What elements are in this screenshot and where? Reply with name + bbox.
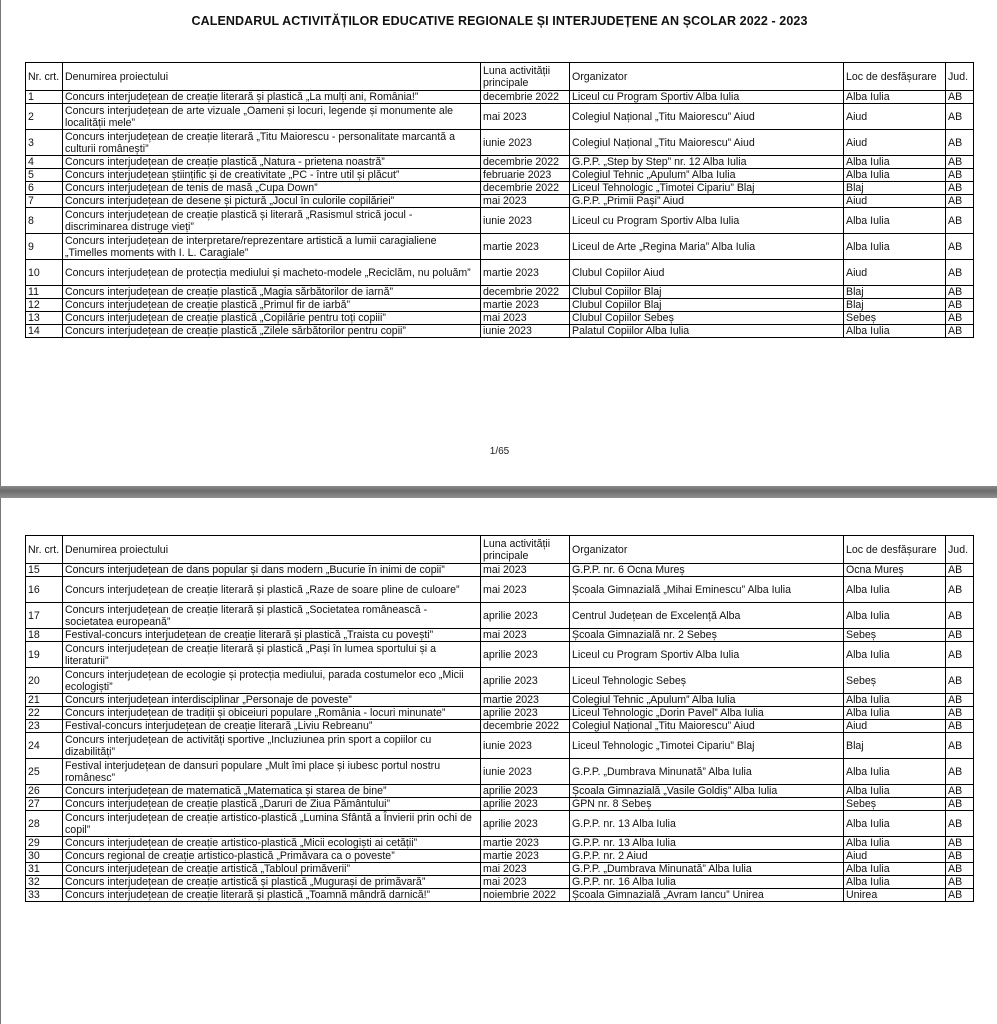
- cell-organizer: Școala Gimnazială „Avram Iancu” Unirea: [570, 889, 844, 902]
- cell-organizer: Clubul Copiilor Blaj: [570, 299, 844, 312]
- cell-place: Alba Iulia: [844, 325, 946, 338]
- cell-month: aprilie 2023: [481, 707, 570, 720]
- cell-project-name: Concurs interjudețean de creație plastică „Zilele sărbătorilor pentru copii”: [63, 325, 481, 338]
- cell-project-name: Concurs interjudețean de interpretare/reprezentare artistică a lumii caragialiene „Timelles moments with I. L. Caragiale”: [63, 234, 481, 260]
- cell-organizer: Școala Gimnazială „Mihai Eminescu” Alba Iulia: [570, 577, 844, 603]
- cell-place: Blaj: [844, 733, 946, 759]
- cell-county: AB: [946, 169, 974, 182]
- cell-month: iunie 2023: [481, 208, 570, 234]
- cell-project-name: Concurs interjudețean de creație artistico-plastică „Lumina Sfântă a Învierii prin ochi de copil”: [63, 811, 481, 837]
- table-row: [26, 876, 974, 889]
- table-row: [26, 208, 974, 234]
- cell-county: AB: [946, 811, 974, 837]
- cell-month: aprilie 2023: [481, 603, 570, 629]
- cell-project-name: Concurs interjudețean de creație plastică „Copilărie pentru toți copiii”: [63, 312, 481, 325]
- cell-county: AB: [946, 694, 974, 707]
- table-row: [26, 889, 974, 902]
- cell-nr: 20: [26, 668, 63, 694]
- cell-county: AB: [946, 234, 974, 260]
- table-row: [26, 299, 974, 312]
- cell-nr: 17: [26, 603, 63, 629]
- cell-nr: 14: [26, 325, 63, 338]
- document-title: CALENDARUL ACTIVITĂȚILOR EDUCATIVE REGIONALE ȘI INTERJUDEȚENE AN ȘCOLAR 2022 - 2023: [191, 14, 808, 28]
- cell-county: AB: [946, 863, 974, 876]
- document-page-2: [0, 498, 997, 1024]
- cell-project-name: Concurs interjudețean de creație plastică și literară „Rasismul strică jocul - discriminarea distruge vieți”: [63, 208, 481, 234]
- header-place: Loc de desfășurare: [844, 536, 946, 564]
- table-row: [26, 603, 974, 629]
- cell-month: mai 2023: [481, 577, 570, 603]
- cell-place: Alba Iulia: [844, 863, 946, 876]
- cell-month: iunie 2023: [481, 733, 570, 759]
- cell-nr: 21: [26, 694, 63, 707]
- cell-month: aprilie 2023: [481, 642, 570, 668]
- cell-place: Alba Iulia: [844, 876, 946, 889]
- cell-place: Aiud: [844, 130, 946, 156]
- cell-county: AB: [946, 195, 974, 208]
- cell-nr: 10: [26, 260, 63, 286]
- cell-month: martie 2023: [481, 694, 570, 707]
- cell-county: AB: [946, 325, 974, 338]
- cell-county: AB: [946, 876, 974, 889]
- table-row: [26, 694, 974, 707]
- cell-nr: 5: [26, 169, 63, 182]
- cell-nr: 28: [26, 811, 63, 837]
- cell-place: Aiud: [844, 850, 946, 863]
- cell-county: AB: [946, 642, 974, 668]
- cell-project-name: Concurs regional de creație artistico-plastică „Primăvara ca o poveste”: [63, 850, 481, 863]
- header-organizer: Organizator: [570, 536, 844, 564]
- table-header-row: [26, 536, 974, 564]
- cell-nr: 1: [26, 91, 63, 104]
- cell-place: Alba Iulia: [844, 156, 946, 169]
- cell-nr: 12: [26, 299, 63, 312]
- cell-organizer: Liceul Tehnologic „Timotei Cipariu” Blaj: [570, 733, 844, 759]
- cell-county: AB: [946, 733, 974, 759]
- cell-month: aprilie 2023: [481, 798, 570, 811]
- cell-organizer: Colegiul Tehnic „Apulum” Alba Iulia: [570, 694, 844, 707]
- cell-county: AB: [946, 299, 974, 312]
- cell-organizer: G.P.P. „Dumbrava Minunată” Alba Iulia: [570, 759, 844, 785]
- cell-place: Sebeș: [844, 629, 946, 642]
- cell-nr: 33: [26, 889, 63, 902]
- cell-organizer: Palatul Copiilor Alba Iulia: [570, 325, 844, 338]
- cell-organizer: GPN nr. 8 Sebeș: [570, 798, 844, 811]
- cell-project-name: Concurs interjudețean de creație literară și plastică „Societatea românească - societatea europeană”: [63, 603, 481, 629]
- cell-county: AB: [946, 208, 974, 234]
- cell-project-name: Concurs interjudețean de tenis de masă „Cupa Down”: [63, 182, 481, 195]
- cell-county: AB: [946, 260, 974, 286]
- cell-county: AB: [946, 603, 974, 629]
- cell-nr: 3: [26, 130, 63, 156]
- cell-project-name: Concurs interjudețean de desene și pictură „Jocul în culorile copilăriei”: [63, 195, 481, 208]
- table-row: [26, 156, 974, 169]
- cell-nr: 19: [26, 642, 63, 668]
- header-place: Loc de desfășurare: [844, 63, 946, 91]
- cell-place: Aiud: [844, 195, 946, 208]
- cell-nr: 31: [26, 863, 63, 876]
- cell-month: mai 2023: [481, 195, 570, 208]
- cell-organizer: Clubul Copiilor Aiud: [570, 260, 844, 286]
- cell-place: Ocna Mureș: [844, 564, 946, 577]
- cell-organizer: G.P.P. nr. 16 Alba Iulia: [570, 876, 844, 889]
- cell-county: AB: [946, 130, 974, 156]
- cell-place: Alba Iulia: [844, 785, 946, 798]
- cell-county: AB: [946, 759, 974, 785]
- cell-organizer: Liceul Tehnologic Sebeș: [570, 668, 844, 694]
- cell-nr: 18: [26, 629, 63, 642]
- cell-project-name: Concurs interjudețean de protecția mediului și macheto-modele „Reciclăm, nu poluăm”: [63, 260, 481, 286]
- cell-county: AB: [946, 156, 974, 169]
- cell-month: martie 2023: [481, 260, 570, 286]
- cell-project-name: Festival-concurs interjudețean de creație literară „Liviu Rebreanu”: [63, 720, 481, 733]
- page-separator: [0, 486, 997, 498]
- cell-organizer: Colegiul Național „Titu Maiorescu” Aiud: [570, 104, 844, 130]
- cell-nr: 29: [26, 837, 63, 850]
- table-row: [26, 130, 974, 156]
- cell-nr: 6: [26, 182, 63, 195]
- cell-county: AB: [946, 286, 974, 299]
- cell-organizer: G.P.P. „Step by Step” nr. 12 Alba Iulia: [570, 156, 844, 169]
- cell-month: mai 2023: [481, 104, 570, 130]
- table-row: [26, 104, 974, 130]
- cell-organizer: Liceul de Arte „Regina Maria” Alba Iulia: [570, 234, 844, 260]
- activities-table-page-1: [25, 62, 974, 338]
- page-number: 1/65: [489, 446, 510, 457]
- cell-place: Sebeș: [844, 798, 946, 811]
- cell-project-name: Concurs interjudețean de creație plastică „Natura - prietena noastră”: [63, 156, 481, 169]
- cell-nr: 23: [26, 720, 63, 733]
- cell-month: martie 2023: [481, 850, 570, 863]
- cell-month: aprilie 2023: [481, 811, 570, 837]
- cell-month: aprilie 2023: [481, 785, 570, 798]
- cell-project-name: Concurs interjudețean de creație literară și plastică „Pași în lumea sportului și a literaturii”: [63, 642, 481, 668]
- cell-nr: 32: [26, 876, 63, 889]
- cell-nr: 25: [26, 759, 63, 785]
- cell-organizer: G.P.P. nr. 6 Ocna Mureș: [570, 564, 844, 577]
- table-row: [26, 577, 974, 603]
- cell-project-name: Concurs interjudețean de creație literară și plastică „La mulți ani, România!”: [63, 91, 481, 104]
- cell-county: AB: [946, 312, 974, 325]
- cell-nr: 24: [26, 733, 63, 759]
- cell-organizer: Liceul cu Program Sportiv Alba Iulia: [570, 208, 844, 234]
- cell-place: Sebeș: [844, 312, 946, 325]
- table-row: [26, 564, 974, 577]
- cell-month: iunie 2023: [481, 759, 570, 785]
- cell-organizer: Colegiul Național „Titu Maiorescu” Aiud: [570, 720, 844, 733]
- cell-month: februarie 2023: [481, 169, 570, 182]
- table-row: [26, 182, 974, 195]
- cell-month: martie 2023: [481, 299, 570, 312]
- cell-organizer: Liceul cu Program Sportiv Alba Iulia: [570, 642, 844, 668]
- cell-project-name: Concurs interjudețean de dans popular și dans modern „Bucurie în inimi de copii”: [63, 564, 481, 577]
- cell-organizer: G.P.P. nr. 13 Alba Iulia: [570, 837, 844, 850]
- header-month: Luna activității principale: [481, 536, 570, 564]
- cell-place: Unirea: [844, 889, 946, 902]
- cell-project-name: Concurs interjudețean de creație plastică „Magia sărbătorilor de iarnă”: [63, 286, 481, 299]
- header-organizer: Organizator: [570, 63, 844, 91]
- cell-county: AB: [946, 668, 974, 694]
- cell-organizer: Școala Gimnazială „Vasile Goldiș” Alba Iulia: [570, 785, 844, 798]
- table-row: [26, 837, 974, 850]
- table-row: [26, 733, 974, 759]
- table-row: [26, 195, 974, 208]
- cell-month: decembrie 2022: [481, 91, 570, 104]
- cell-county: AB: [946, 629, 974, 642]
- cell-county: AB: [946, 850, 974, 863]
- cell-organizer: Liceul Tehnologic „Timotei Cipariu” Blaj: [570, 182, 844, 195]
- cell-place: Blaj: [844, 182, 946, 195]
- cell-month: mai 2023: [481, 629, 570, 642]
- cell-project-name: Concurs interjudețean de creație literară și plastică „Toamnă mândră darnică!”: [63, 889, 481, 902]
- cell-project-name: Concurs interjudețean de creație literară „Titu Maiorescu - personalitate marcantă a culturii românești”: [63, 130, 481, 156]
- cell-county: AB: [946, 564, 974, 577]
- header-name: Denumirea proiectului: [63, 536, 481, 564]
- cell-project-name: Concurs interjudețean interdisciplinar „Personaje de poveste”: [63, 694, 481, 707]
- cell-nr: 27: [26, 798, 63, 811]
- document-page-1: [0, 0, 997, 486]
- cell-place: Alba Iulia: [844, 811, 946, 837]
- cell-project-name: Concurs interjudețean de creație plastică „Primul fir de iarbă”: [63, 299, 481, 312]
- table-row: [26, 850, 974, 863]
- table-row: [26, 759, 974, 785]
- cell-place: Aiud: [844, 260, 946, 286]
- cell-nr: 2: [26, 104, 63, 130]
- cell-nr: 9: [26, 234, 63, 260]
- cell-month: mai 2023: [481, 564, 570, 577]
- cell-project-name: Festival interjudețean de dansuri populare „Mult îmi place și iubesc portul nostru românesc”: [63, 759, 481, 785]
- cell-nr: 26: [26, 785, 63, 798]
- cell-project-name: Concurs interjudețean de matematică „Matematica și starea de bine”: [63, 785, 481, 798]
- cell-organizer: G.P.P. nr. 2 Aiud: [570, 850, 844, 863]
- table-row: [26, 91, 974, 104]
- table-row: [26, 629, 974, 642]
- cell-month: decembrie 2022: [481, 156, 570, 169]
- cell-project-name: Concurs interjudețean de ecologie și protecția mediului, parada costumelor eco „Micii ecologiști”: [63, 668, 481, 694]
- cell-county: AB: [946, 91, 974, 104]
- cell-nr: 30: [26, 850, 63, 863]
- cell-nr: 13: [26, 312, 63, 325]
- cell-organizer: G.P.P. nr. 13 Alba Iulia: [570, 811, 844, 837]
- table-row: [26, 234, 974, 260]
- cell-nr: 15: [26, 564, 63, 577]
- cell-place: Aiud: [844, 720, 946, 733]
- table-row: [26, 668, 974, 694]
- cell-nr: 4: [26, 156, 63, 169]
- cell-county: AB: [946, 182, 974, 195]
- cell-place: Alba Iulia: [844, 837, 946, 850]
- header-name: Denumirea proiectului: [63, 63, 481, 91]
- cell-month: iunie 2023: [481, 130, 570, 156]
- cell-organizer: Colegiul Tehnic „Apulum” Alba Iulia: [570, 169, 844, 182]
- table-row: [26, 798, 974, 811]
- cell-county: AB: [946, 798, 974, 811]
- cell-place: Alba Iulia: [844, 91, 946, 104]
- table-row: [26, 286, 974, 299]
- cell-place: Aiud: [844, 104, 946, 130]
- cell-month: decembrie 2022: [481, 720, 570, 733]
- cell-organizer: Clubul Copiilor Blaj: [570, 286, 844, 299]
- cell-place: Alba Iulia: [844, 234, 946, 260]
- cell-month: mai 2023: [481, 863, 570, 876]
- cell-month: martie 2023: [481, 837, 570, 850]
- table-row: [26, 169, 974, 182]
- cell-county: AB: [946, 785, 974, 798]
- cell-organizer: Centrul Județean de Excelență Alba: [570, 603, 844, 629]
- table-row: [26, 312, 974, 325]
- table-header-row: [26, 63, 974, 91]
- table-row: [26, 811, 974, 837]
- cell-organizer: Liceul cu Program Sportiv Alba Iulia: [570, 91, 844, 104]
- cell-month: aprilie 2023: [481, 668, 570, 694]
- cell-place: Alba Iulia: [844, 759, 946, 785]
- cell-month: decembrie 2022: [481, 286, 570, 299]
- cell-project-name: Concurs interjudețean de tradiții și obiceiuri populare „România - locuri minunate”: [63, 707, 481, 720]
- cell-nr: 8: [26, 208, 63, 234]
- cell-county: AB: [946, 720, 974, 733]
- cell-county: AB: [946, 707, 974, 720]
- cell-month: noiembrie 2022: [481, 889, 570, 902]
- cell-month: mai 2023: [481, 876, 570, 889]
- header-county: Jud.: [946, 536, 974, 564]
- cell-month: decembrie 2022: [481, 182, 570, 195]
- cell-organizer: Școala Gimnazială nr. 2 Sebeș: [570, 629, 844, 642]
- cell-month: martie 2023: [481, 234, 570, 260]
- table-row: [26, 785, 974, 798]
- cell-place: Alba Iulia: [844, 577, 946, 603]
- cell-county: AB: [946, 837, 974, 850]
- cell-organizer: Colegiul Național „Titu Maiorescu” Aiud: [570, 130, 844, 156]
- table-row: [26, 642, 974, 668]
- cell-county: AB: [946, 577, 974, 603]
- cell-month: iunie 2023: [481, 325, 570, 338]
- cell-nr: 7: [26, 195, 63, 208]
- table-row: [26, 720, 974, 733]
- cell-place: Alba Iulia: [844, 642, 946, 668]
- table-row: [26, 707, 974, 720]
- cell-county: AB: [946, 889, 974, 902]
- table-row: [26, 325, 974, 338]
- cell-place: Alba Iulia: [844, 603, 946, 629]
- cell-project-name: Concurs interjudețean de creație artistico-plastică „Micii ecologiști ai cetății”: [63, 837, 481, 850]
- cell-project-name: Concurs interjudețean de creație plastică „Daruri de Ziua Pământului”: [63, 798, 481, 811]
- cell-nr: 16: [26, 577, 63, 603]
- cell-place: Alba Iulia: [844, 208, 946, 234]
- cell-project-name: Concurs interjudețean de arte vizuale „Oameni și locuri, legende și monumente ale localității mele”: [63, 104, 481, 130]
- table-row: [26, 863, 974, 876]
- header-nr: Nr. crt.: [26, 536, 63, 564]
- cell-place: Blaj: [844, 299, 946, 312]
- header-month: Luna activității principale: [481, 63, 570, 91]
- cell-project-name: Concurs interjudețean de creație artistică „Tabloul primăverii”: [63, 863, 481, 876]
- header-nr: Nr. crt.: [26, 63, 63, 91]
- cell-organizer: G.P.P. „Primii Pași” Aiud: [570, 195, 844, 208]
- activities-table-page-2: [25, 535, 974, 902]
- header-county: Jud.: [946, 63, 974, 91]
- cell-project-name: Festival-concurs interjudețean de creație literară și plastică „Traista cu povești”: [63, 629, 481, 642]
- cell-nr: 22: [26, 707, 63, 720]
- cell-organizer: Liceul Tehnologic „Dorin Pavel” Alba Iulia: [570, 707, 844, 720]
- cell-county: AB: [946, 104, 974, 130]
- cell-project-name: Concurs interjudețean de activități sportive „Incluziunea prin sport a copiilor cu dizabilități”: [63, 733, 481, 759]
- cell-organizer: G.P.P. „Dumbrava Minunată” Alba Iulia: [570, 863, 844, 876]
- cell-nr: 11: [26, 286, 63, 299]
- table-row: [26, 260, 974, 286]
- cell-project-name: Concurs interjudețean științific și de creativitate „PC - între util și plăcut”: [63, 169, 481, 182]
- cell-place: Blaj: [844, 286, 946, 299]
- cell-project-name: Concurs interjudețean de creație literară și plastică „Raze de soare pline de culoare”: [63, 577, 481, 603]
- cell-project-name: Concurs interjudețean de creație artistică și plastică „Mugurași de primăvară”: [63, 876, 481, 889]
- cell-place: Sebeș: [844, 668, 946, 694]
- cell-organizer: Clubul Copiilor Sebeș: [570, 312, 844, 325]
- cell-place: Alba Iulia: [844, 694, 946, 707]
- cell-place: Alba Iulia: [844, 169, 946, 182]
- cell-place: Alba Iulia: [844, 707, 946, 720]
- cell-month: mai 2023: [481, 312, 570, 325]
